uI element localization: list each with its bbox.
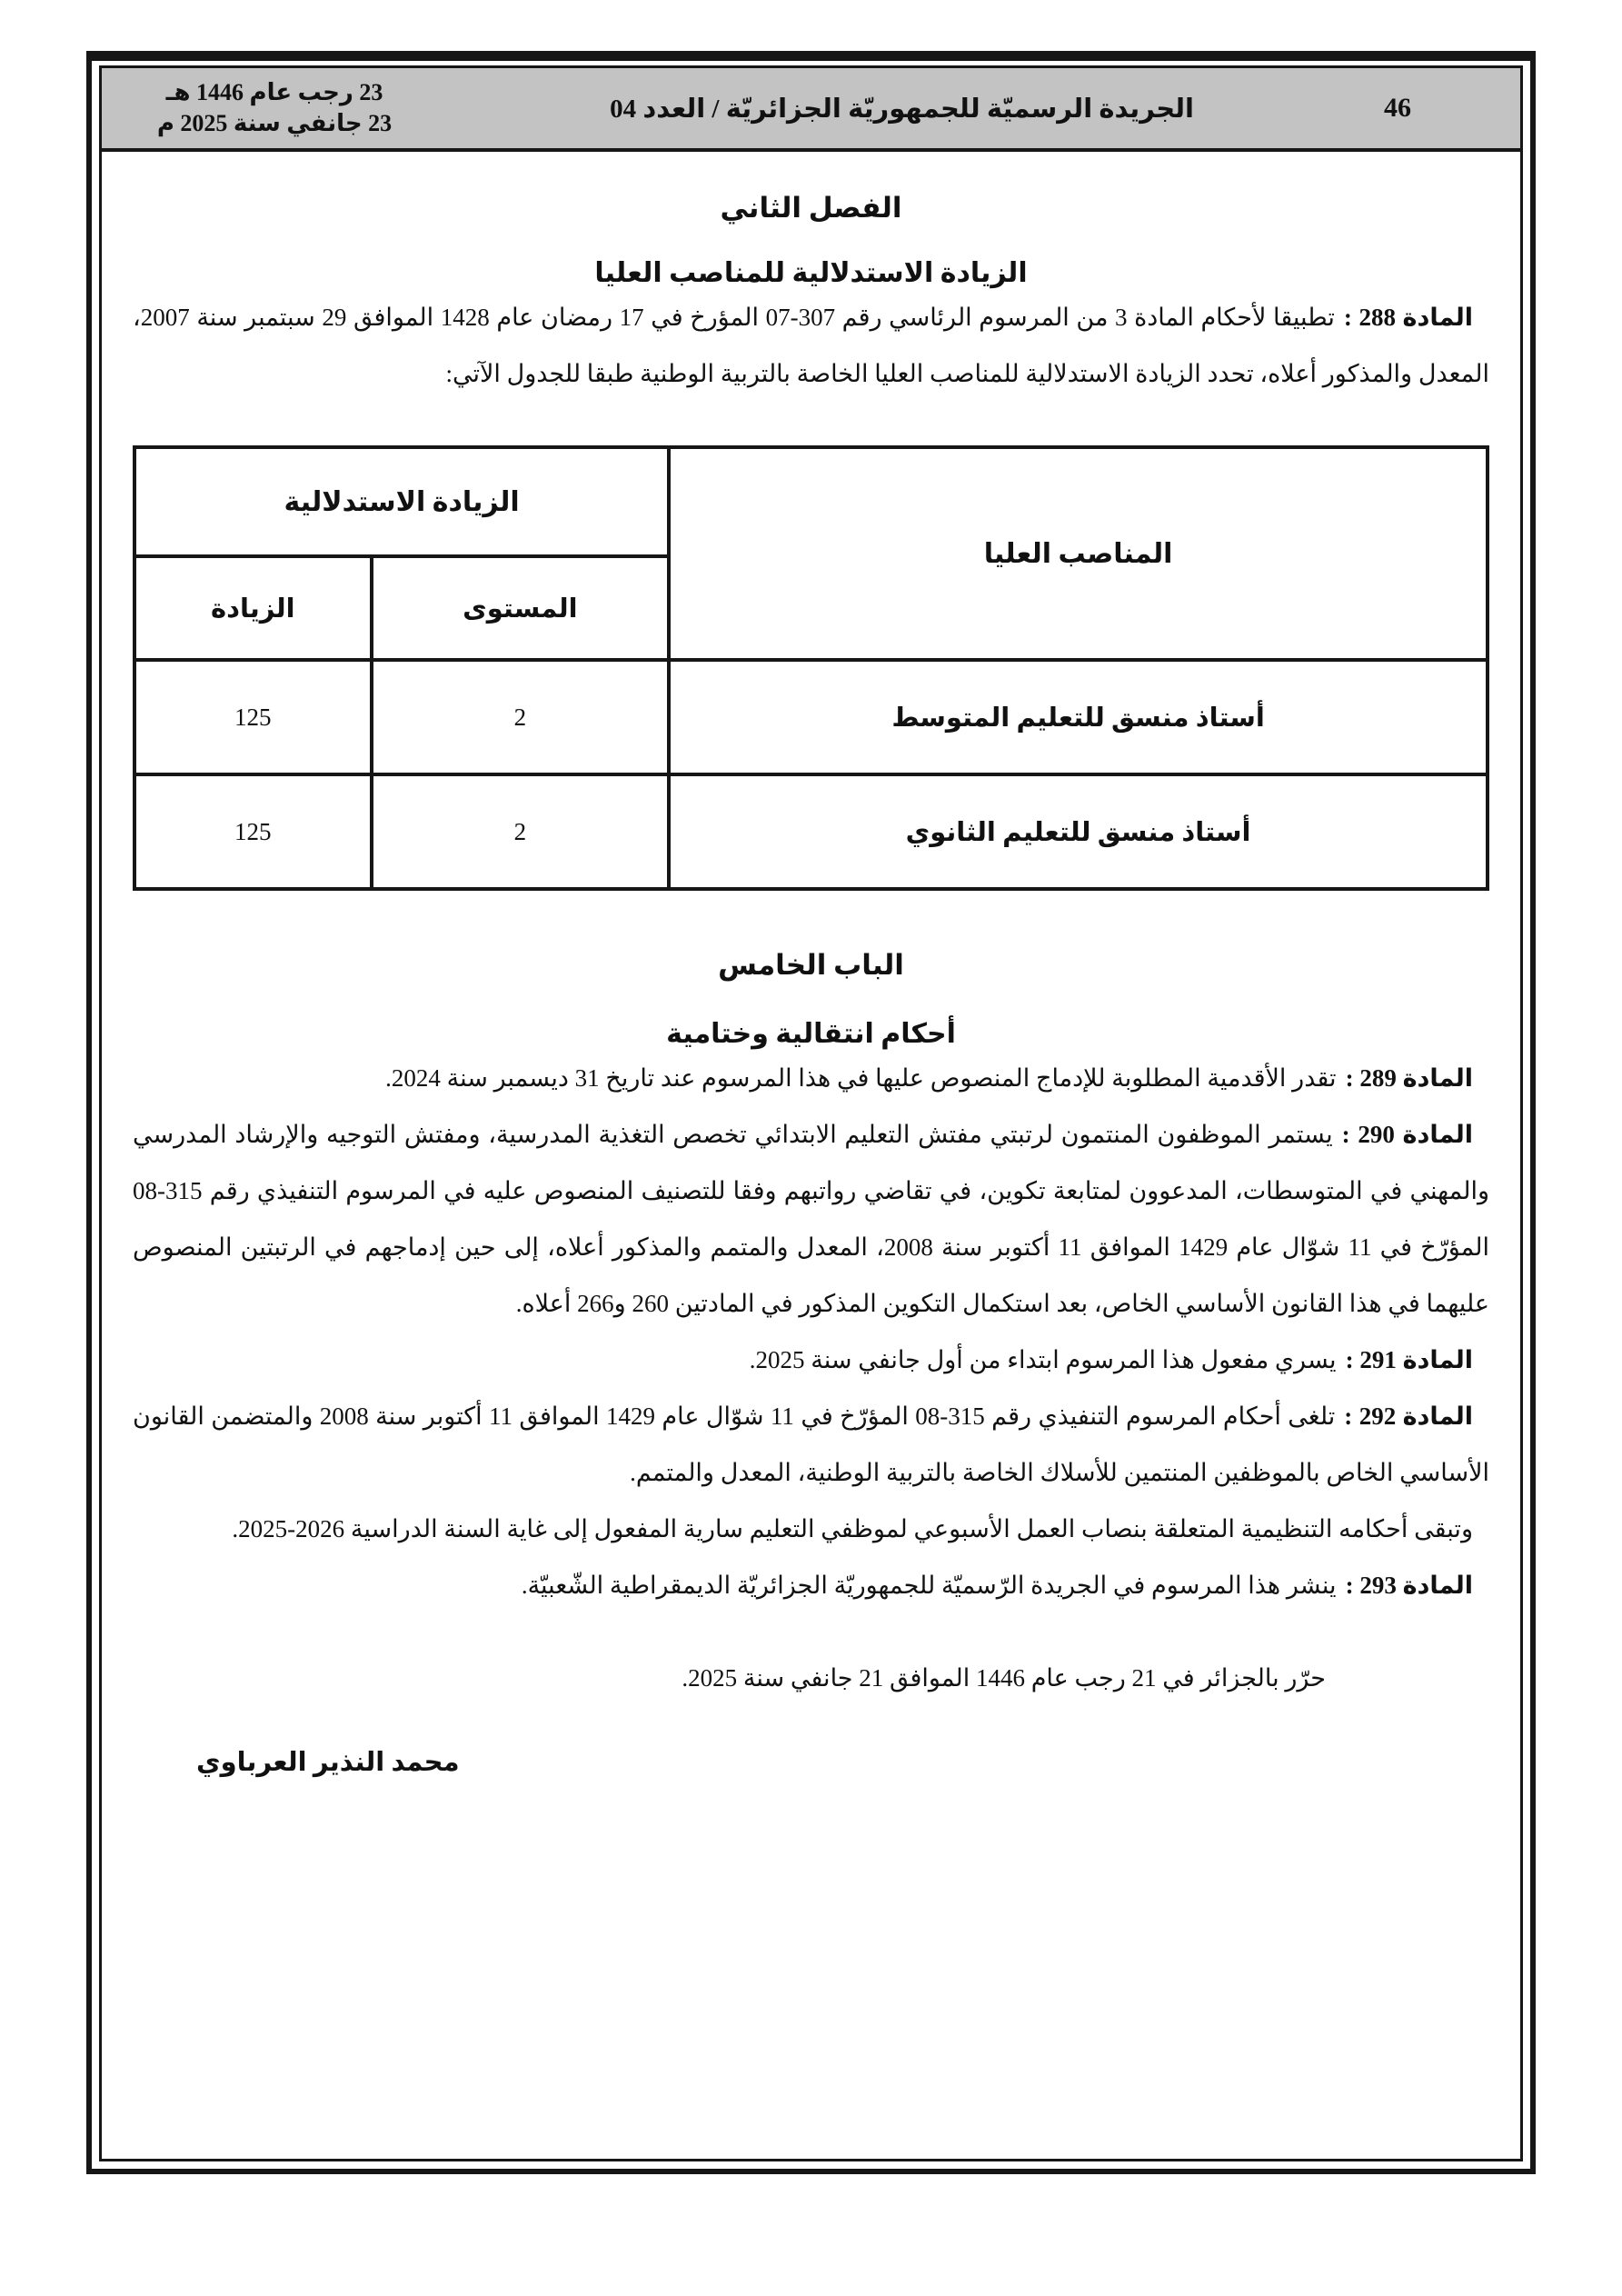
table-header-increase-group: الزيادة الاستدلالية xyxy=(134,447,669,556)
positions-table xyxy=(133,445,1489,891)
article-291 xyxy=(133,1332,1489,1388)
chapter-two-heading: الفصل الثاني xyxy=(720,192,902,224)
title-five-subheading: أحكام انتقالية وختامية xyxy=(666,1019,956,1049)
article-290-label: المادة 290 : xyxy=(1341,1121,1473,1148)
article-293-text: ينشر هذا المرسوم في الجريدة الرّسميّة للجمهوريّة الجزائريّة الديمقراطية الشّعبيّة. xyxy=(521,1572,1337,1599)
article-292-label: المادة 292 : xyxy=(1344,1403,1473,1430)
inner-frame xyxy=(99,65,1523,2161)
article-289-label: المادة 289 : xyxy=(1345,1064,1473,1092)
article-291-text: يسري مفعول هذا المرسوم ابتداء من أول جانفي سنة 2025. xyxy=(749,1346,1337,1373)
article-290 xyxy=(133,1106,1489,1332)
article-289-text: تقدر الأقدمية المطلوبة للإدماج المنصوص عليها في هذا المرسوم عند تاريخ 31 ديسمبر سنة 2024. xyxy=(385,1064,1337,1092)
table-row xyxy=(134,660,1488,774)
issued-line: حرّر بالجزائر في 21 رجب عام 1446 الموافق 21 جانفي سنة 2025. xyxy=(682,1664,1326,1692)
gazette-header xyxy=(102,68,1520,152)
table-header-level: المستوى xyxy=(372,556,670,660)
article-288 xyxy=(133,289,1489,402)
closing-paragraph: وتبقى أحكامه التنظيمية المتعلقة بنصاب العمل الأسبوعي لموظفي التعليم سارية المفعول إلى غاية السنة الدراسية 2026-2025. xyxy=(232,1515,1473,1542)
date-hijri: 23 رجب عام 1446 هـ xyxy=(165,79,383,105)
page-number: 46 xyxy=(1384,93,1411,123)
date-block xyxy=(129,77,420,139)
level-cell: 2 xyxy=(372,660,670,774)
date-gregorian: 23 جانفي سنة 2025 م xyxy=(156,110,393,136)
chapter-two-subheading: الزيادة الاستدلالية للمناصب العليا xyxy=(594,258,1028,288)
position-cell: أستاذ منسق للتعليم المتوسط xyxy=(669,660,1488,774)
article-288-label: المادة 288 : xyxy=(1343,304,1473,331)
article-288-text: تطبيقا لأحكام المادة 3 من المرسوم الرئاسي رقم 307-07 المؤرخ في 17 رمضان عام 1428 الموافق 29 سبتمبر سنة 2007، المعدل والمذكور أعلاه، تحدد الزيادة الاستدلالية للمناصب العليا الخاصة بالتربية الوطنية طبقا للجدول الآتي: xyxy=(133,304,1489,387)
table-header-increase: الزيادة xyxy=(134,556,372,660)
signature: محمد النذير العرباوي xyxy=(196,1748,460,1777)
page-content xyxy=(102,155,1520,2159)
position-cell: أستاذ منسق للتعليم الثانوي xyxy=(669,774,1488,889)
article-290-text: يستمر الموظفون المنتمون لرتبتي مفتش التعليم الابتدائي تخصص التغذية المدرسية، ومفتش التوجيه والإرشاد المدرسي والمهني في المتوسطات، المدعوون لمتابعة تكوين، في تقاضي رواتبهم وفقا للتصنيف المنصوص عليه في المرسوم التنفيذي رقم 315-08 المؤرّخ في 11 شوّال عام 1429 الموافق 11 أكتوبر سنة 2008، المعدل والمتمم والمذكور أعلاه، إلى حين إدماجهم في الرتبتين المنصوص عليهما في هذا القانون الأساسي الخاص، بعد استكمال التكوين المذكور في المادتين 260 و266 أعلاه. xyxy=(133,1121,1490,1317)
article-291-label: المادة 291 : xyxy=(1345,1346,1473,1373)
article-293 xyxy=(133,1557,1489,1613)
table-header-row-1 xyxy=(134,447,1488,556)
title-five-heading: الباب الخامس xyxy=(718,949,904,981)
increase-cell: 125 xyxy=(134,774,372,889)
gazette-title: الجريدة الرسميّة للجمهوريّة الجزائريّة / العدد 04 xyxy=(610,94,1194,124)
article-292-text: تلغى أحكام المرسوم التنفيذي رقم 315-08 المؤرّخ في 11 شوّال عام 1429 الموافق 11 أكتوبر سنة 2008 والمتضمن القانون الأساسي الخاص بالموظفين المنتمين للأسلاك الخاصة بالتربية الوطنية، المعدل والمتمم. xyxy=(133,1403,1489,1486)
table-header-positions: المناصب العليا xyxy=(669,447,1488,660)
level-cell: 2 xyxy=(372,774,670,889)
article-292 xyxy=(133,1388,1489,1501)
page-frame xyxy=(86,51,1536,2174)
article-289 xyxy=(133,1050,1489,1106)
article-293-label: المادة 293 : xyxy=(1345,1572,1473,1599)
increase-cell: 125 xyxy=(134,660,372,774)
table-row xyxy=(134,774,1488,889)
